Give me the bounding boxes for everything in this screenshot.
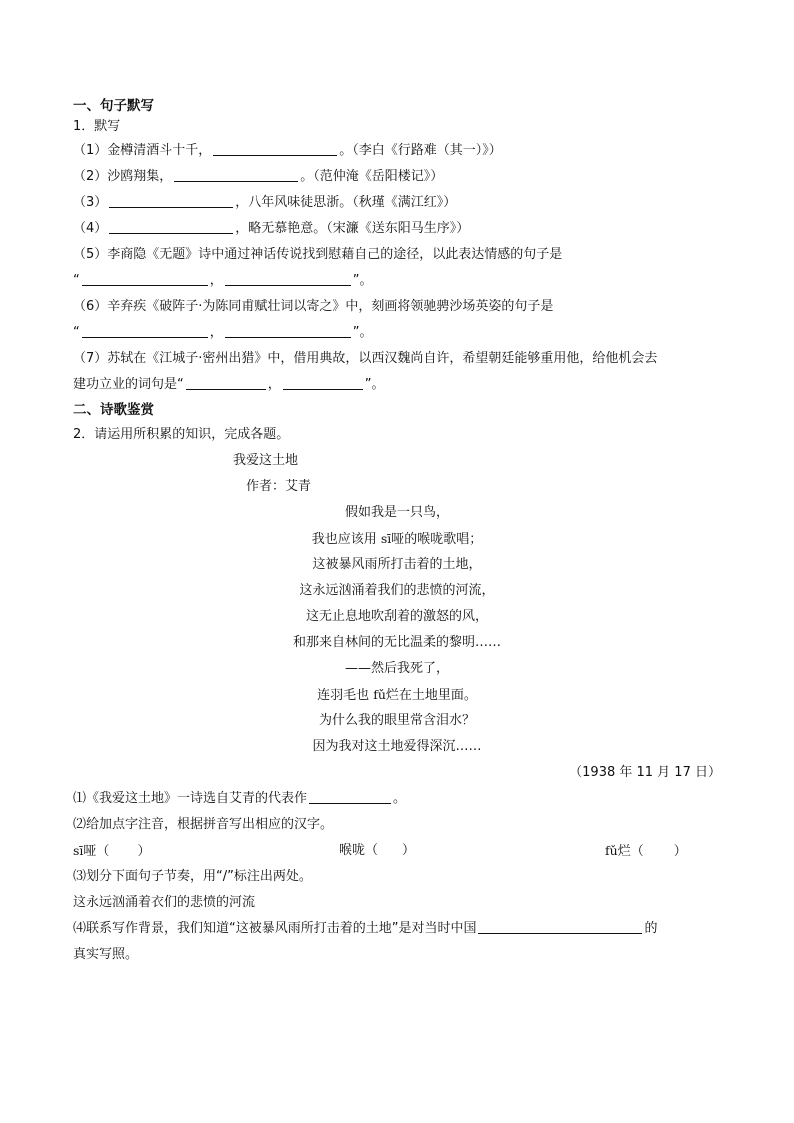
section-heading: 二、诗歌鉴赏 (73, 402, 154, 418)
fill-item-7-prompt: （7）苏轼在《江城子·密州出猎》中，借用典故，以西汉魏尚自许，希望朝廷能够重用他，给他机会去 (73, 351, 658, 366)
poem-title: 我爱这土地 (233, 453, 299, 468)
answer-blank[interactable] (174, 166, 298, 182)
fill-item-4 (73, 216, 721, 242)
answer-blank[interactable] (109, 192, 233, 208)
pinyin-answer[interactable] (605, 838, 687, 865)
answer-label: 喉咙（ (339, 843, 379, 858)
answer-blank[interactable] (225, 270, 351, 286)
item-prefix: （2）沙鸥翔集， (73, 169, 173, 184)
poem-text: 连羽毛也 (317, 688, 374, 703)
open-quote: “ (73, 325, 80, 340)
fill-item-2 (73, 164, 721, 190)
poem-text: 我也应该用 (311, 532, 381, 547)
open-quote: “ (73, 273, 80, 288)
item-prefix: （4） (73, 221, 108, 236)
question-text: ⑴《我爱这土地》一诗选自艾青的代表作 (73, 791, 308, 806)
fill-item-6-prompt: （6）辛弃疾《破阵子·为陈同甫赋壮词以寄之》中，刻画将领驰骋沙场英姿的句子是 (73, 299, 554, 314)
item-suffix: 。（李白《行路难（其一）》） (339, 143, 502, 158)
poem-text: 因为我对这土地爱得深沉…… (312, 739, 482, 754)
sub-question-4-continued: 真实写照。 (73, 947, 139, 962)
rhythm-sentence[interactable]: 这永远汹涌着衣们的悲愤的河流 (73, 895, 256, 910)
fill-item-6-answer (73, 320, 721, 346)
question-text: ⑷联系写作背景，我们知道“这被暴风雨所打击着的土地”是对当时中国 (73, 921, 477, 936)
answer-blank[interactable] (478, 918, 642, 934)
close-quote: ”。 (352, 273, 373, 288)
poem-line (73, 500, 721, 526)
poem-line (73, 604, 721, 630)
question-text: 。 (393, 791, 407, 806)
paren-close: ） (402, 843, 416, 858)
comma: ， (267, 377, 281, 392)
sub-question-4 (73, 916, 721, 942)
fill-item-3 (73, 190, 721, 216)
poem-text: 这被暴风雨所打击着的土地， (312, 557, 482, 572)
item-suffix: 。（范仲淹《岳阳楼记》） (300, 169, 444, 184)
poem-line (73, 656, 721, 682)
poem-text: ——然后我死了， (344, 661, 449, 676)
poem-line (73, 708, 721, 734)
answer-blank[interactable] (109, 218, 233, 234)
poem-line (73, 552, 721, 578)
answer-blank[interactable] (186, 374, 266, 390)
poem-line (73, 526, 721, 552)
sub-question-2: ⑵给加点字注音，根据拼音写出相应的汉字。 (73, 817, 334, 832)
fill-item-5-prompt: （5）李商隐《无题》诗中通过神话传说找到慰藉自己的途径，以此表达情感的句子是 (73, 247, 563, 262)
pinyin: fǔ (605, 843, 618, 858)
poem-date: （1938 年 11 月 17 日） (569, 765, 721, 780)
item-prefix: （3） (73, 195, 108, 210)
question-label: 1．默写 (73, 119, 121, 134)
answer-label: 哑（ (83, 844, 110, 859)
item-suffix: ，略无慕艳意。（宋濂《送东阳马生序》） (235, 221, 470, 236)
answer-blank[interactable] (213, 140, 337, 156)
sub-question-1 (73, 786, 721, 812)
sub-question-3: ⑶划分下面句子节奏，用“/”标注出两处。 (73, 869, 312, 884)
poem-text: 烂在土地里面。 (385, 688, 477, 703)
answer-label: 烂（ (617, 844, 644, 859)
fill-item-7-answer (73, 372, 721, 398)
sub-question-2-answers (73, 838, 721, 864)
pinyin: sī (73, 843, 84, 858)
close-quote: ”。 (352, 325, 373, 340)
poem-line (73, 630, 721, 656)
comma: ， (209, 273, 223, 288)
question-label: 2．请运用所积累的知识，完成各题。 (73, 427, 290, 442)
section-heading: 一、句子默写 (73, 98, 154, 114)
poem-text: 和那来自林间的无比温柔的黎明…… (292, 635, 501, 650)
worksheet-page (73, 96, 721, 968)
poem-text: 为什么我的眼里常含泪水？ (318, 713, 475, 728)
paren-close: ） (137, 844, 151, 859)
fill-item-1 (73, 138, 721, 164)
item-prefix: 建功立业的词句是“ (73, 377, 184, 392)
poem-line (73, 578, 721, 604)
pinyin-answer[interactable] (339, 838, 415, 864)
item-prefix: （1）金樽清酒斗十千， (73, 143, 212, 158)
answer-blank[interactable] (283, 374, 363, 390)
close-quote: ”。 (364, 377, 385, 392)
comma: ， (209, 325, 223, 340)
poem-author: 作者：艾青 (246, 479, 312, 494)
pinyin: fǔ (373, 687, 386, 702)
poem-text: 这永远汹涌着我们的悲愤的河流， (299, 583, 495, 598)
poem-text: 这无止息地吹刮着的激怒的风， (305, 609, 488, 624)
question-text: 的 (644, 921, 658, 936)
answer-blank[interactable] (82, 270, 208, 286)
answer-blank[interactable] (309, 788, 391, 804)
poem-text: 假如我是一只鸟， (344, 505, 449, 520)
pinyin-answer[interactable] (73, 838, 150, 865)
answer-blank[interactable] (225, 322, 351, 338)
paren-close: ） (673, 844, 687, 859)
poem-line (73, 734, 721, 760)
answer-blank[interactable] (82, 322, 208, 338)
fill-item-5-answer (73, 268, 721, 294)
poem-text: 哑的喉咙歌唱； (391, 532, 483, 547)
pinyin: sī (380, 531, 392, 546)
item-suffix: ，八年风味徒思浙。（秋瑾《满江红》） (235, 195, 457, 210)
poem-line (73, 682, 721, 708)
